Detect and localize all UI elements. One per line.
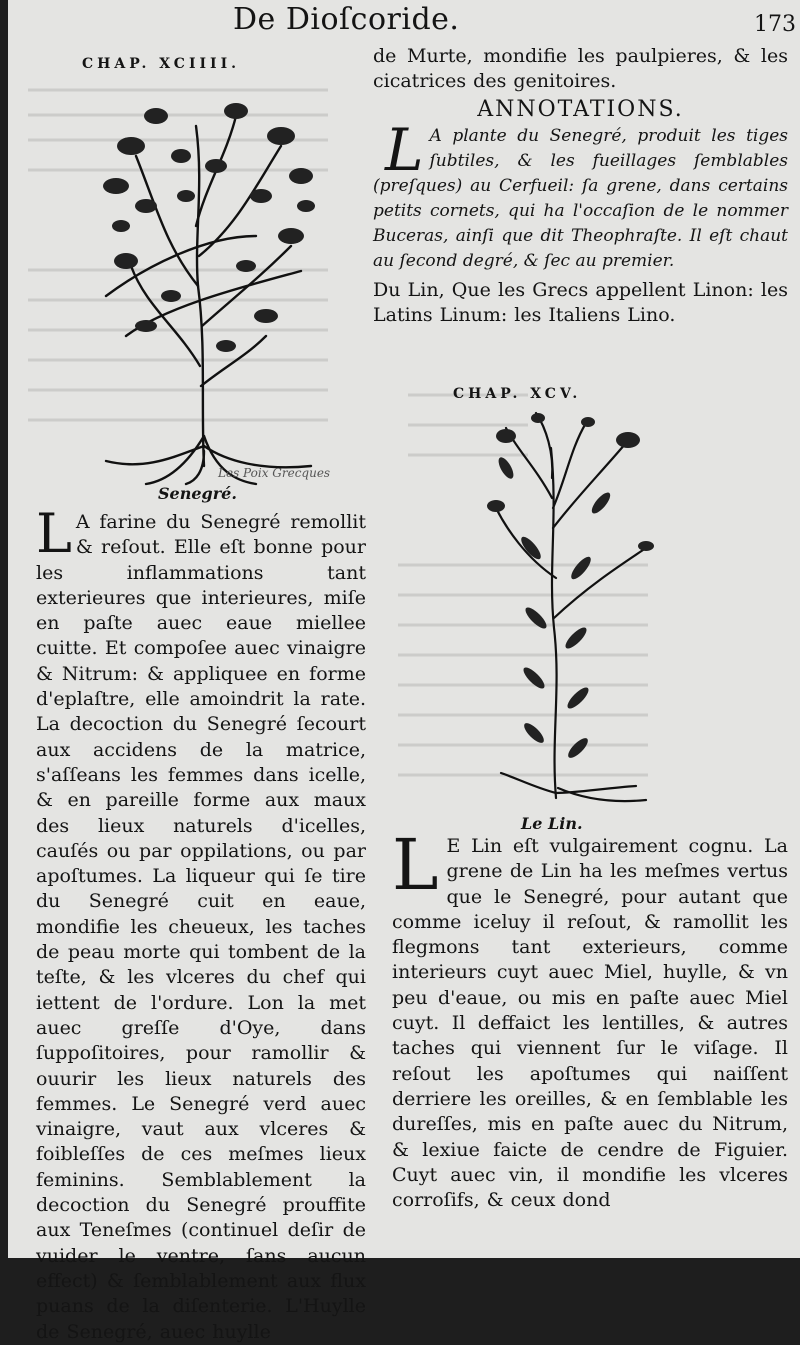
chapter-xcv-body: E Lin eſt vulgairement cognu. La grene de Lin ha les meſmes vertus que le Senegré, pour autant que comme iceluy il reſout, & ramollit les flegmons tant exterieurs, comme interieurs cuyt auec Miel, huylle, & vn peu d'eaue, ou mis en paſte auec Miel cuyt. Il deffaict les lentilles, & autres taches qui viennent ſur le viſage. Il reſout les apoſtumes qui naiſſent derriere les oreilles, & en ſemblable les dureſſes, mis en paſte auec du Nitrum, & lexiue faicte de cendre de Figuier. Cuyt auec vin, il mondifie les vlceres corroſifs, & ceux dond [392,835,788,1212]
annotations-heading: ANNOTATIONS. [477,96,684,122]
drop-cap: L [36,502,72,565]
annotations-text [373,115,788,274]
annotation-drop-cap: L [385,115,424,184]
drop-cap-lin: L [392,824,439,906]
book-page [8,0,800,1343]
chapter-heading-xciiii: CHAP. XCIIII. [82,56,241,72]
chapter-xciiii-body: A farine du Senegré remollit & reſout. Elle eſt bonne pour les inflammations tant exterieures que interieures, miſe en paſte auec eaue miellee cuitte. Et compoſee auec vinaigre & Nitrum: & appliquee en forme d'eplaſtre, elle amoindrit la rate. La decoction du Senegré ſecourt aux accidens de la matrice, s'aſſeans les femmes dans icelle, & en pareille forme aux maux des lieux naturels d'icelles, cauſés ou par oppilations, ou par apoſtumes. La liqueur qui ſe tire du Senegré cuit en eaue, mondifie les cheueux, les taches de peau morte qui tombent de la teſte, & les vlceres du chef qui iettent de l'ordure. Lon la met auec greſſe d'Oye, dans ſuppoſitoires, pour ramollir & ouurir les lieux naturels des femmes. Le Senegré verd auec vinaigre, vaut aux vlceres & foibleſſes de ces meſmes lieux feminins. Semblablement la decoction du Senegré prouffite aux Teneſmes (continuel deſir de vuider le ventre, ſans aucun effect) & ſemblablement aux flux puans de la diſenterie. L'Huylle de Senegré, auec huylle [36,511,366,1343]
chapter-xcv-text [392,824,788,1213]
chapter-heading-xcv: CHAP. XCV. [453,386,582,402]
lin-woodcut-illustration [476,408,666,808]
chapter-xciiii-text [36,502,366,1345]
figure-inscription: Les Poix Grecques [218,466,331,480]
right-column [373,44,788,328]
figure-caption-senegre: Senegré. [158,484,237,503]
figure-caption-lin: Le Lin. [521,814,583,833]
senegre-woodcut-illustration [86,86,326,486]
page-number: 173 [754,12,796,37]
running-title: De Dioſcoride. [233,2,460,37]
annotation-body: A plante du Senegré, produit les tiges ſubtiles, & les fueillages ſemblables (preſques) au Cerfueil: ſa grene, dans certains petits cornets, qui ha l'occaſion de le nommer Buceras, ainſi que dit Theophraſte. Il eſt chaut au ſecond degré, & ſec au premier. [373,125,788,271]
chapter-continuation: de Murte, mondifie les paulpieres, & les cicatrices des genitoires. [373,45,788,93]
lin-chapter-title: Du Lin, Que les Grecs appellent Linon: les Latins Linum: les Italiens Lino. [373,278,788,326]
